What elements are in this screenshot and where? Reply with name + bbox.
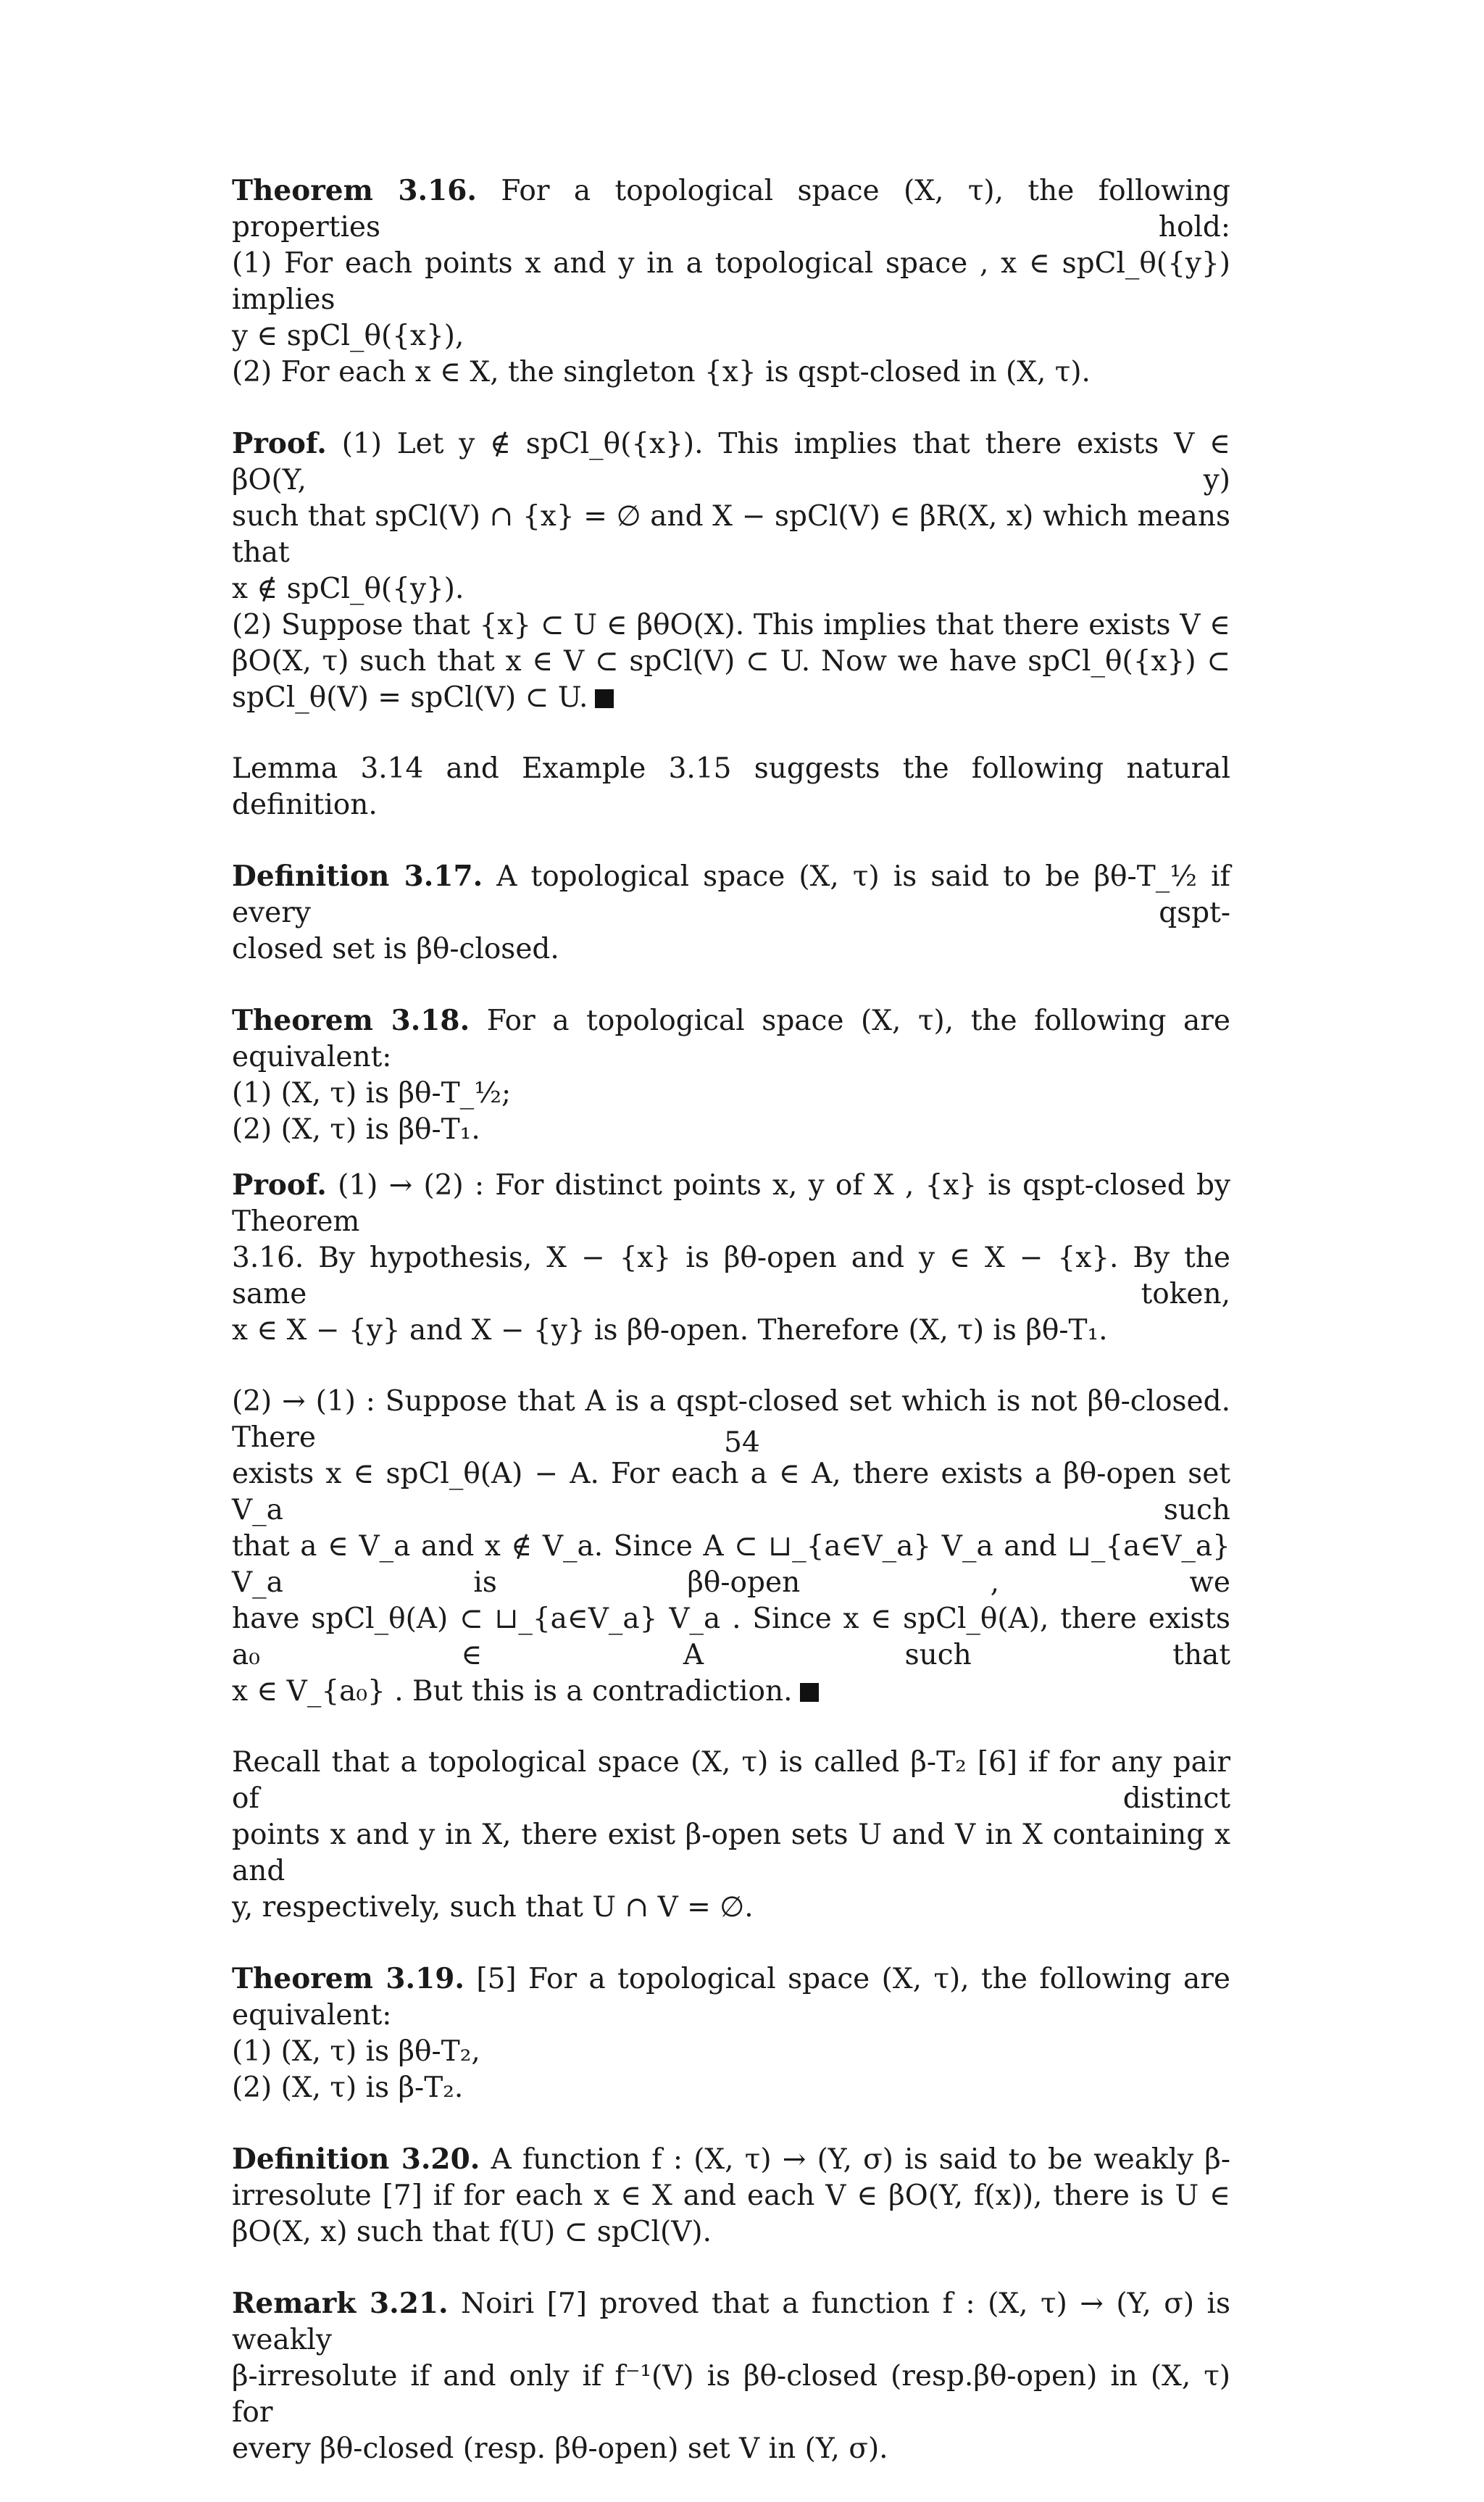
- definition-3-20: [232, 2141, 1230, 2250]
- definition-heading: Definition 3.17.: [232, 860, 483, 893]
- text-line: spCl_θ(V) = spCl(V) ⊂ U.: [232, 681, 588, 714]
- text-line: y, respectively, such that U ∩ V = ∅.: [232, 1891, 754, 1924]
- page-number: 54: [724, 1426, 760, 1459]
- text-line: (1) (X, τ) is βθ-T₂,: [232, 2035, 480, 2068]
- text-line: (1) (X, τ) is βθ-T_½;: [232, 1077, 512, 1110]
- text-line: [5] For a topological space (X, τ), the following are equivalent:: [232, 1963, 1230, 2032]
- text-line: For a topological space (X, τ), the following are equivalent:: [232, 1005, 1230, 1073]
- text-line: Noiri [7] proved that a function f : (X, τ) → (Y, σ) is weakly: [232, 2287, 1230, 2356]
- text-line: 3.16. By hypothesis, X − {x} is βθ-open and y ∈ X − {x}. By the same token,: [232, 1242, 1230, 1310]
- text-line: exists x ∈ spCl_θ(A) − A. For each a ∈ A, there exists a βθ-open set V_a such: [232, 1458, 1230, 1526]
- definition-heading: Definition 3.20.: [232, 2143, 480, 2176]
- remark-heading: Remark 3.21.: [232, 2287, 449, 2320]
- theorem-3-16: [232, 173, 1230, 391]
- text-line: (2) (X, τ) is βθ-T₁.: [232, 1113, 480, 1146]
- qed-square-icon: [595, 689, 614, 708]
- text-line: (2) For each x ∈ X, the singleton {x} is qspt-closed in (X, τ).: [232, 356, 1091, 388]
- theorem-heading: Theorem 3.16.: [232, 174, 477, 207]
- text-line: y ∈ spCl_θ({x}),: [232, 320, 464, 352]
- text-line: Lemma 3.14 and Example 3.15 suggests the following natural definition.: [232, 752, 1230, 821]
- page-body: [232, 173, 1230, 2502]
- text-line: β-irresolute if and only if f⁻¹(V) is βθ-closed (resp.βθ-open) in (X, τ) for: [232, 2360, 1230, 2429]
- text-line: closed set is βθ-closed.: [232, 933, 559, 965]
- theorem-heading: Theorem 3.19.: [232, 1962, 464, 1995]
- text-line: (2) (X, τ) is β-T₂.: [232, 2071, 464, 2104]
- text-line: A topological space (X, τ) is said to be βθ-T_½ if every qspt-: [232, 860, 1230, 929]
- text-line: points x and y in X, there exist β-open sets U and V in X containing x and: [232, 1819, 1230, 1887]
- text-line: x ∈ X − {y} and X − {y} is βθ-open. Therefore (X, τ) is βθ-T₁.: [232, 1314, 1108, 1347]
- text-line: x ∈ V_{a₀} . But this is a contradiction.: [232, 1675, 793, 1708]
- text-line: Recall that a topological space (X, τ) is called β-T₂ [6] if for any pair of distinct: [232, 1746, 1230, 1815]
- text-line: irresolute [7] if for each x ∈ X and each V ∈ βO(Y, f(x)), there is U ∈: [232, 2179, 1230, 2212]
- text-line: (1) → (2) : For distinct points x, y of X , {x} is qspt-closed by Theorem: [232, 1169, 1230, 1238]
- theorem-3-19: [232, 1961, 1230, 2106]
- remark-3-21: [232, 2285, 1230, 2467]
- text-line: every βθ-closed (resp. βθ-open) set V in (Y, σ).: [232, 2432, 888, 2465]
- text-line: that a ∈ V_a and x ∉ V_a. Since A ⊂ ⊔_{a∈V_a} V_a and ⊔_{a∈V_a} V_a is βθ-open , we: [232, 1530, 1230, 1599]
- text-line: For a topological space (X, τ), the following properties hold:: [232, 175, 1230, 244]
- text-line: (2) Suppose that {x} ⊂ U ∈ βθO(X). This implies that there exists V ∈: [232, 609, 1230, 641]
- definition-3-17: [232, 858, 1230, 968]
- theorem-3-18: [232, 1002, 1230, 1148]
- lemma-remark: [232, 751, 1230, 823]
- text-line: such that spCl(V) ∩ {x} = ∅ and X − spCl(V) ∈ βR(X, x) which means that: [232, 500, 1230, 569]
- proof-3-16: [232, 425, 1230, 716]
- proof-heading: Proof.: [232, 427, 327, 460]
- text-line: (1) For each points x and y in a topological space , x ∈ spCl_θ({y}) implies: [232, 247, 1230, 316]
- text-line: βO(X, τ) such that x ∈ V ⊂ spCl(V) ⊂ U. Now we have spCl_θ({x}) ⊂: [232, 645, 1230, 678]
- proof-3-18: [232, 1167, 1230, 1349]
- text-line: (2) → (1) : Suppose that A is a qspt-closed set which is not βθ-closed. There: [232, 1385, 1230, 1454]
- text-line: (1) Let y ∉ spCl_θ({x}). This implies that there exists V ∈ βO(Y, y): [232, 428, 1230, 496]
- theorem-heading: Theorem 3.18.: [232, 1004, 470, 1037]
- proof-heading: Proof.: [232, 1168, 327, 1202]
- text-line: x ∉ spCl_θ({y}).: [232, 573, 464, 605]
- text-line: βO(X, x) such that f(U) ⊂ spCl(V).: [232, 2216, 712, 2248]
- text-line: have spCl_θ(A) ⊂ ⊔_{a∈V_a} V_a . Since x ∈ spCl_θ(A), there exists a₀ ∈ A such that: [232, 1603, 1230, 1671]
- text-line: A function f : (X, τ) → (Y, σ) is said to be weakly β-: [491, 2143, 1230, 2176]
- qed-square-icon: [800, 1683, 819, 1702]
- recall-paragraph: [232, 1745, 1230, 1926]
